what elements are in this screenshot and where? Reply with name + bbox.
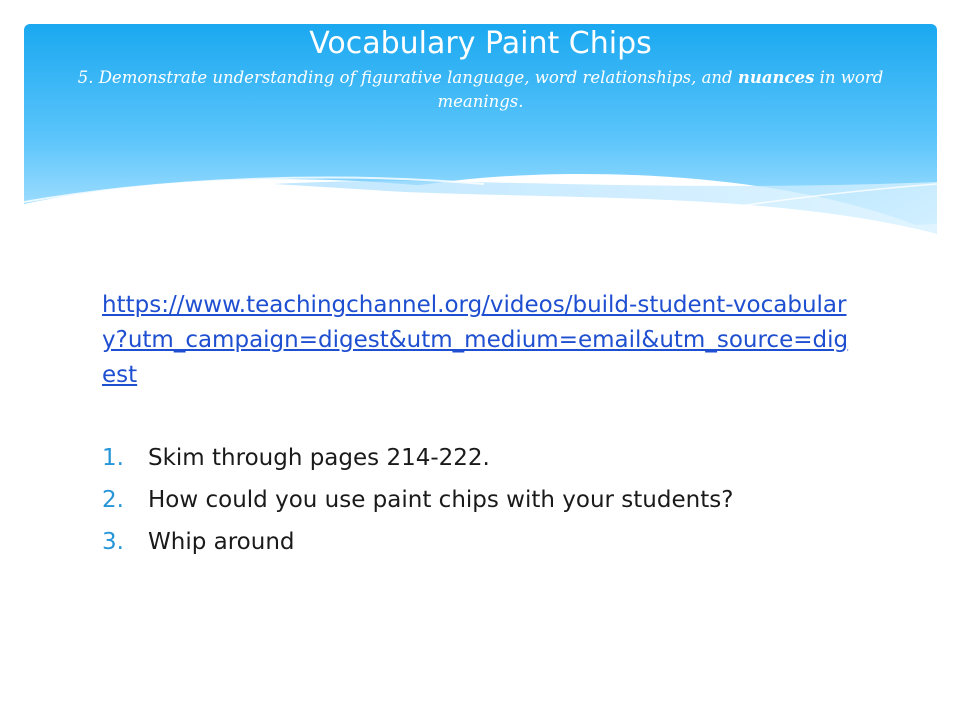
steps-list bbox=[102, 441, 862, 567]
list-item bbox=[102, 483, 862, 525]
list-text: Whip around bbox=[148, 529, 295, 555]
list-item bbox=[102, 525, 862, 567]
list-text: How could you use paint chips with your students? bbox=[148, 487, 734, 513]
video-link[interactable]: https://www.teachingchannel.org/videos/build-student-vocabulary?utm_campaign=digest&utm_medium=email&utm_source=digest bbox=[102, 292, 849, 388]
list-number: 3. bbox=[102, 529, 124, 555]
list-item bbox=[102, 441, 862, 483]
subtitle-text-start: 5. Demonstrate understanding of figurative language, word relationships, and bbox=[77, 68, 738, 87]
slide-subtitle bbox=[71, 66, 891, 114]
slide-title: Vocabulary Paint Chips bbox=[309, 26, 652, 61]
list-number: 2. bbox=[102, 487, 124, 513]
subtitle-bold-word: nuances bbox=[737, 68, 815, 87]
title-block bbox=[24, 24, 937, 114]
subtitle-text-end: in word meanings. bbox=[437, 68, 884, 111]
list-number: 1. bbox=[102, 445, 124, 471]
header-banner bbox=[24, 24, 937, 270]
slide-content bbox=[102, 288, 862, 567]
list-text: Skim through pages 214-222. bbox=[148, 445, 490, 471]
